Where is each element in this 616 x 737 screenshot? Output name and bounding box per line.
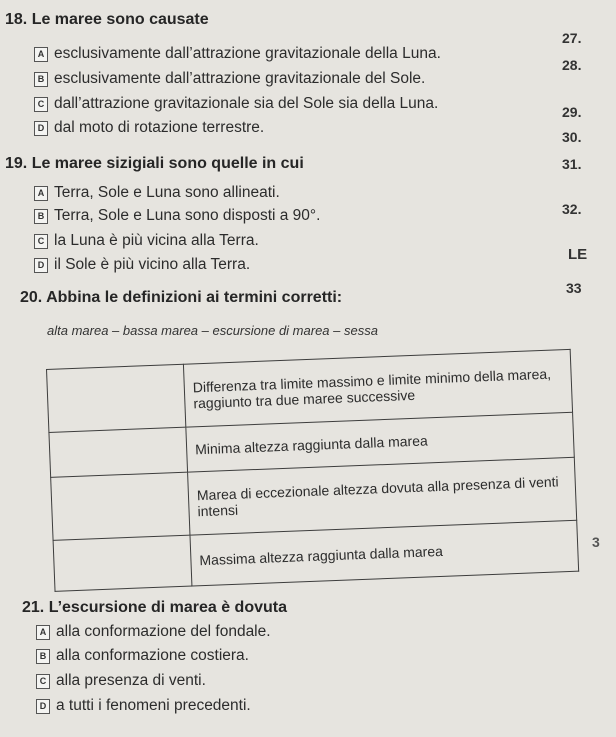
- q21-option-d[interactable]: [36, 697, 251, 715]
- side-number: 31.: [562, 156, 582, 172]
- option-letter-badge: A: [36, 625, 50, 640]
- option-letter-badge: B: [34, 72, 48, 87]
- definition-cell: Massima altezza raggiunta dalla marea: [190, 520, 579, 586]
- side-number: 27.: [562, 30, 582, 46]
- option-letter-badge: D: [34, 258, 48, 273]
- answer-cell[interactable]: [53, 535, 192, 591]
- option-text: esclusivamente dall’attrazione gravitazionale del Sole.: [54, 70, 426, 87]
- option-text: dall’attrazione gravitazionale sia del Sole sia della Luna.: [54, 95, 439, 112]
- option-letter-badge: D: [34, 121, 48, 136]
- option-text: il Sole è più vicino alla Terra.: [54, 256, 251, 273]
- q18-option-c[interactable]: [34, 95, 438, 113]
- q21-option-b[interactable]: [36, 647, 249, 665]
- option-letter-badge: C: [34, 97, 48, 112]
- q19-option-d[interactable]: [34, 256, 250, 274]
- option-letter-badge: A: [34, 47, 48, 62]
- option-text: alla presenza di venti.: [56, 672, 206, 689]
- side-number: 29.: [562, 104, 582, 120]
- q19-option-b[interactable]: [34, 207, 320, 225]
- matching-table: [46, 349, 579, 592]
- q19-option-c[interactable]: [34, 232, 259, 250]
- q18-option-b[interactable]: [34, 70, 425, 88]
- question-21-title: 21. L’escursione di marea è dovuta: [22, 599, 287, 616]
- option-letter-badge: A: [34, 186, 48, 201]
- side-section-label: LE: [568, 246, 588, 263]
- question-20-title: 20. Abbina le definizioni ai termini corretti:: [20, 289, 343, 306]
- side-number: 32.: [562, 201, 582, 217]
- side-number: 30.: [562, 129, 582, 145]
- option-letter-badge: D: [36, 699, 50, 714]
- option-text: Terra, Sole e Luna sono disposti a 90°.: [54, 207, 321, 224]
- option-letter-badge: B: [34, 209, 48, 224]
- q18-option-a[interactable]: [34, 45, 441, 63]
- definition-cell: Differenza tra limite massimo e limite minimo della marea, raggiunto tra due maree successive: [183, 349, 572, 427]
- q21-option-c[interactable]: [36, 672, 206, 690]
- side-number: 33: [566, 280, 582, 296]
- side-number: 28.: [562, 57, 582, 73]
- side-number: 3: [592, 534, 600, 550]
- option-letter-badge: C: [36, 674, 50, 689]
- question-19-title: 19. Le maree sizigiali sono quelle in cui: [5, 155, 304, 172]
- q19-option-a[interactable]: [34, 184, 280, 202]
- option-text: a tutti i fenomeni precedenti.: [56, 697, 251, 714]
- option-text: Terra, Sole e Luna sono allineati.: [54, 184, 280, 201]
- option-text: esclusivamente dall’attrazione gravitazionale della Luna.: [54, 45, 441, 62]
- answer-cell[interactable]: [51, 472, 190, 540]
- terms-list: alta marea – bassa marea – escursione di marea – sessa: [47, 323, 378, 338]
- option-text: la Luna è più vicina alla Terra.: [54, 232, 259, 249]
- option-text: alla conformazione costiera.: [56, 647, 249, 664]
- question-18-title: 18. Le maree sono causate: [5, 11, 209, 28]
- q21-option-a[interactable]: [36, 623, 271, 641]
- definition-cell: Marea di eccezionale altezza dovuta alla presenza di venti intensi: [188, 457, 577, 535]
- q18-option-d[interactable]: [34, 119, 264, 137]
- option-letter-badge: B: [36, 649, 50, 664]
- option-text: alla conformazione del fondale.: [56, 623, 271, 640]
- answer-cell[interactable]: [49, 427, 188, 477]
- option-text: dal moto di rotazione terrestre.: [54, 119, 265, 136]
- answer-cell[interactable]: [47, 364, 186, 432]
- definition-cell: Minima altezza raggiunta dalla marea: [186, 412, 574, 472]
- option-letter-badge: C: [34, 234, 48, 249]
